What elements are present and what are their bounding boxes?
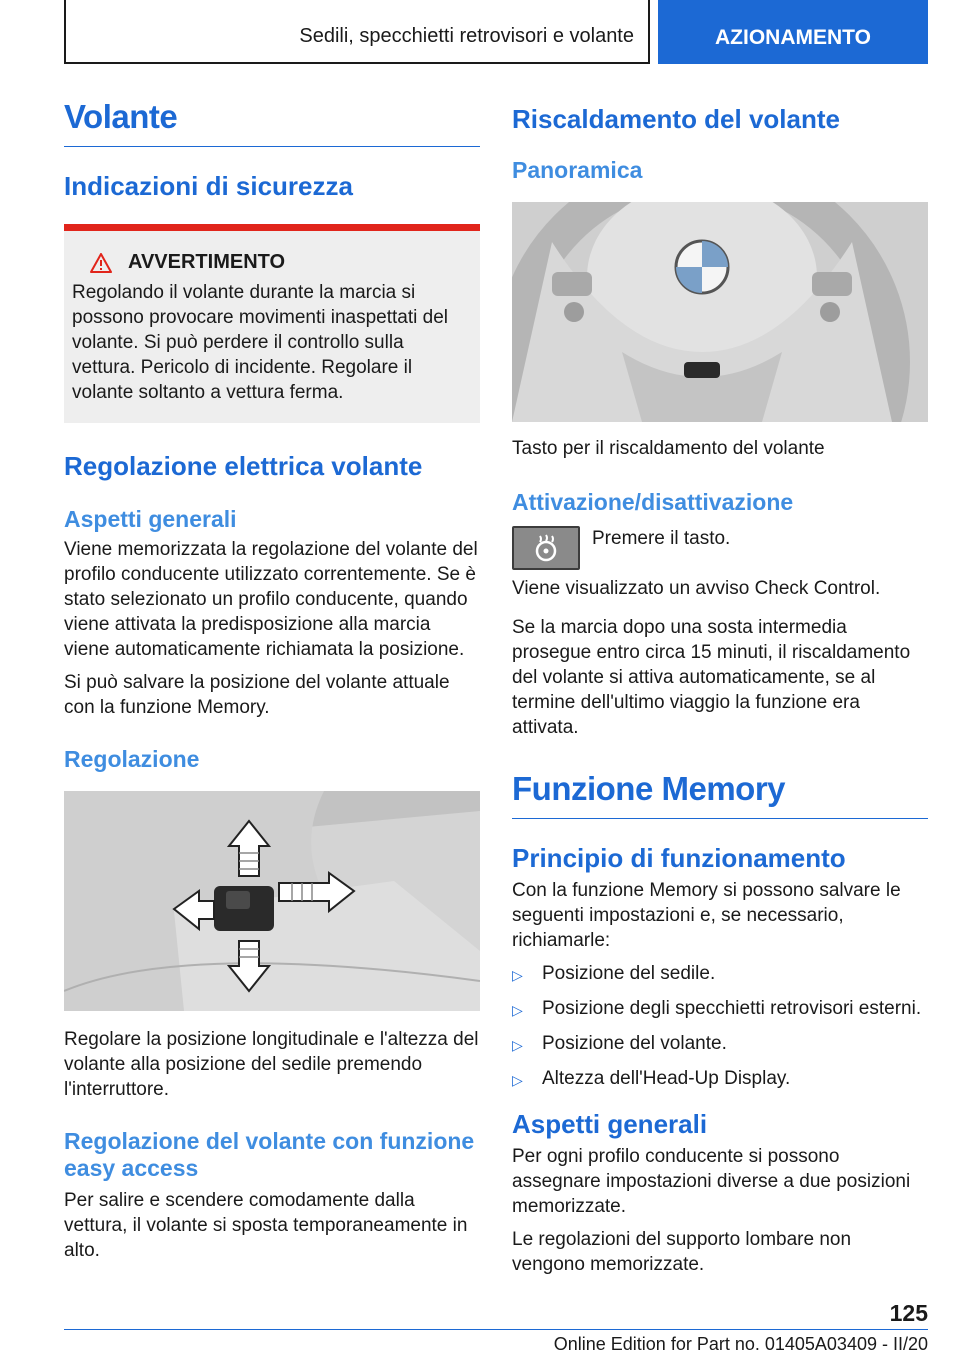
- easy-access-text: Per salire e scendere comodamente dalla vettura, il volante si sposta temporaneamente in alto.: [64, 1190, 468, 1261]
- memory-general-heading: Aspetti generali: [512, 1109, 708, 1139]
- list-item: ▷ Altezza dell'Head-Up Display.: [512, 1066, 928, 1093]
- page-title: Volante: [64, 98, 480, 147]
- list-item: ▷ Posizione del volante.: [512, 1031, 928, 1058]
- easy-access-heading: Regolazione del volante con funzione easy access: [64, 1128, 475, 1181]
- warning-title-row: [72, 251, 472, 274]
- adjust-heading: Regolazione: [64, 746, 200, 772]
- safety-heading: Indicazioni di sicurezza: [64, 171, 353, 201]
- page-footer: [64, 1300, 928, 1355]
- memory-general-paragraph-2: Le regolazioni del supporto lombare non vengono memorizzate.: [512, 1229, 852, 1275]
- activation-heading: Attivazione/disattivazione: [512, 489, 794, 515]
- edition-note: Online Edition for Part no. 01405A03409 - II/20: [553, 1334, 928, 1354]
- memory-title: Funzione Memory: [512, 770, 928, 819]
- general-paragraph-2: Si può salvare la posizione del volante attuale con la funzione Memory.: [64, 672, 450, 718]
- steering-wheel-photo: [512, 202, 928, 422]
- steering-switch-illustration: [64, 791, 480, 1011]
- page-header: [64, 0, 928, 64]
- page-number: 125: [889, 1300, 928, 1326]
- adjust-caption: Regolare la posizione longitudinale e l'altezza del volante alla posizione del sedile premendo l'interruttore.: [64, 1029, 479, 1100]
- warning-bar: [64, 224, 480, 231]
- activation-step-1: Premere il tasto.: [592, 528, 731, 549]
- warning-box: [64, 231, 480, 423]
- steering-wheel-illustration: [512, 202, 928, 422]
- warning-text: Regolando il volante durante la marcia si possono provocare movimenti inaspettati del volante. Si può perdere il controllo sulla vettura. Pericolo di incidente. Regolare il volante soltanto a vettura ferma.: [72, 282, 448, 403]
- warning-icon: [90, 253, 112, 273]
- memory-settings-list: [512, 961, 928, 1093]
- chapter-tab: AZIONAMENTO: [658, 0, 928, 64]
- heated-steering-button-icon: [512, 526, 580, 570]
- overview-heading: Panoramica: [512, 157, 643, 183]
- heating-caption: Tasto per il riscaldamento del volante: [512, 438, 825, 459]
- steering-switch-photo: [64, 791, 480, 1011]
- general-heading: Aspetti generali: [64, 506, 237, 532]
- heating-heading: Riscaldamento del volante: [512, 104, 840, 134]
- activation-step-2: Viene visualizzato un avviso Check Control.: [512, 578, 881, 599]
- activation-row: [512, 526, 928, 570]
- list-item: ▷ Posizione del sedile.: [512, 961, 928, 988]
- triangle-bullet-icon: ▷: [512, 1037, 523, 1053]
- principle-text: Con la funzione Memory si possono salvare le seguenti impostazioni e, se necessario, richiamarle:: [512, 880, 901, 951]
- activation-paragraph: Se la marcia dopo una sosta intermedia prosegue entro circa 15 minuti, il riscaldamento del volante si attiva automaticamente, se al termine dell'ultimo viaggio la funzione era attivata.: [512, 617, 911, 738]
- right-column: [512, 98, 928, 1277]
- left-column: [64, 98, 480, 1263]
- list-item: ▷ Posizione degli specchietti retrovisori esterni.: [512, 996, 928, 1023]
- memory-general-paragraph-1: Per ogni profilo conducente si possono assegnare impostazioni diverse a due posizioni memorizzate.: [512, 1146, 911, 1217]
- triangle-bullet-icon: ▷: [512, 967, 523, 983]
- general-paragraph-1: Viene memorizzata la regolazione del volante del profilo conducente utilizzato correntemente. Se è stato selezionato un profilo conducente, quando viene attivata la predisposizione alla marcia viene automaticamente richiamata la posizione.: [64, 539, 478, 660]
- warning-title: AVVERTIMENTO: [128, 251, 286, 273]
- footer-divider: [64, 1329, 928, 1330]
- electric-heading: Regolazione elettrica volante: [64, 451, 423, 481]
- principle-heading: Principio di funzionamento: [512, 843, 846, 873]
- triangle-bullet-icon: ▷: [512, 1002, 523, 1018]
- section-title: Sedili, specchietti retrovisori e volante: [64, 0, 650, 64]
- triangle-bullet-icon: ▷: [512, 1072, 523, 1088]
